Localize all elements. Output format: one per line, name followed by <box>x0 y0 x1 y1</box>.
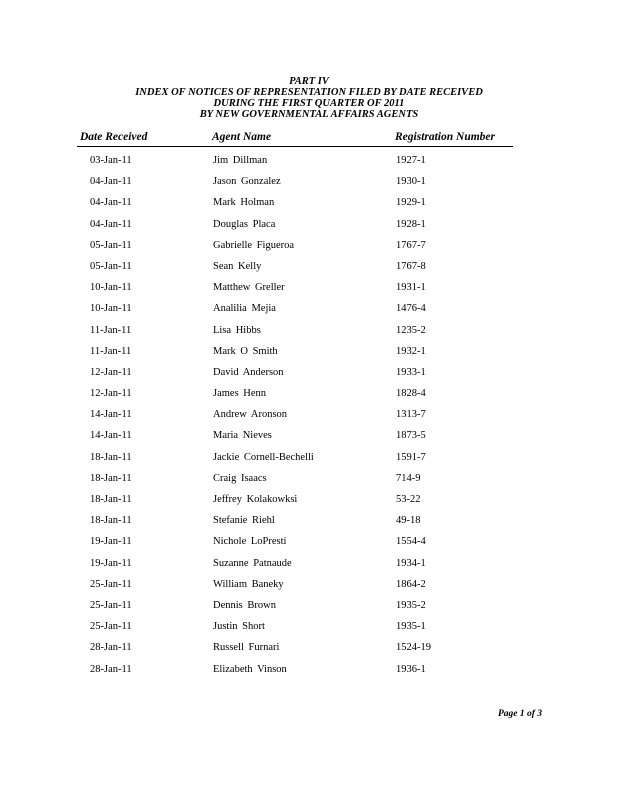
agent-name-cell: Matthew Greller <box>213 282 285 294</box>
table-row <box>0 429 618 450</box>
page-number: Page 1 of 3 <box>497 709 542 719</box>
date-received-cell: 19-Jan-11 <box>90 557 132 569</box>
agent-name-cell: Sean Kelly <box>213 260 262 272</box>
date-received-cell: 10-Jan-11 <box>90 303 132 315</box>
date-received-cell: 14-Jan-11 <box>90 430 132 442</box>
table-row <box>0 175 618 196</box>
table-row <box>0 239 618 260</box>
agent-name-cell: Jeffrey Kolakowksi <box>213 494 298 505</box>
agent-name-cell: Analilia Mejia <box>213 303 276 315</box>
date-received-cell: 25-Jan-11 <box>90 599 132 611</box>
registration-number-cell: 49-18 <box>396 515 421 527</box>
agent-name-cell: David Anderson <box>213 366 284 378</box>
title-index: INDEX OF NOTICES OF REPRESENTATION FILED BY DATE RECEIVED <box>135 87 483 98</box>
date-received-cell: 25-Jan-11 <box>90 578 132 590</box>
agent-name-cell: Craig Isaacs <box>213 472 267 484</box>
registration-number-cell: 1934-1 <box>396 557 426 569</box>
title-part: PART IV <box>289 76 329 87</box>
date-received-cell: 18-Jan-11 <box>90 515 132 527</box>
agent-name-cell: Jim Dillman <box>213 155 268 166</box>
date-received-cell: 25-Jan-11 <box>90 621 132 633</box>
column-header-agent-name: Agent Name <box>212 131 272 143</box>
table-row <box>0 493 618 514</box>
table-row <box>0 514 618 535</box>
title-agents: BY NEW GOVERNMENTAL AFFAIRS AGENTS <box>199 109 419 120</box>
date-received-cell: 05-Jan-11 <box>90 260 132 272</box>
date-received-cell: 04-Jan-11 <box>90 176 132 188</box>
document-title <box>0 76 618 120</box>
registration-number-cell: 1928-1 <box>396 218 426 230</box>
registration-number-cell: 1935-1 <box>396 621 426 633</box>
table-row <box>0 154 618 175</box>
header-rule <box>77 146 513 147</box>
table-row <box>0 620 618 641</box>
table-row <box>0 345 618 366</box>
table-row <box>0 366 618 387</box>
date-received-cell: 04-Jan-11 <box>90 218 132 230</box>
date-received-cell: 28-Jan-11 <box>90 663 132 675</box>
date-received-cell: 12-Jan-11 <box>90 366 132 378</box>
registration-number-cell: 1873-5 <box>396 430 426 442</box>
table-row <box>0 196 618 217</box>
table-row <box>0 387 618 408</box>
table-row <box>0 260 618 281</box>
table-row <box>0 218 618 239</box>
date-received-cell: 18-Jan-11 <box>90 494 132 505</box>
column-header-date-received: Date Received <box>80 131 148 143</box>
table-row <box>0 472 618 493</box>
agent-name-cell: Douglas Placa <box>213 218 276 230</box>
registration-number-cell: 1930-1 <box>396 176 426 188</box>
date-received-cell: 19-Jan-11 <box>90 536 132 548</box>
agent-name-cell: Maria Nieves <box>213 430 272 442</box>
registration-number-cell: 1933-1 <box>396 366 426 378</box>
registration-number-cell: 1929-1 <box>396 197 426 209</box>
agent-name-cell: Mark Holman <box>213 197 275 209</box>
table-row <box>0 535 618 556</box>
agent-name-cell: Jackie Cornell-Bechelli <box>213 451 314 463</box>
date-received-cell: 11-Jan-11 <box>90 345 132 357</box>
table-row <box>0 451 618 472</box>
registration-number-cell: 1591-7 <box>396 451 426 463</box>
agent-name-cell: Russell Furnari <box>213 642 280 654</box>
date-received-cell: 10-Jan-11 <box>90 282 132 294</box>
registration-number-cell: 1554-4 <box>396 536 426 548</box>
table-row <box>0 663 618 684</box>
registration-number-cell: 1828-4 <box>396 388 426 400</box>
table-body <box>0 154 618 684</box>
agent-name-cell: William Baneky <box>213 578 284 590</box>
agent-name-cell: Jason Gonzalez <box>213 176 281 188</box>
table-row <box>0 557 618 578</box>
table-row <box>0 324 618 345</box>
registration-number-cell: 1235-2 <box>396 324 426 336</box>
date-received-cell: 14-Jan-11 <box>90 409 132 421</box>
date-received-cell: 04-Jan-11 <box>90 197 132 209</box>
registration-number-cell: 1313-7 <box>396 409 426 421</box>
agent-name-cell: Dennis Brown <box>213 599 276 611</box>
registration-number-cell: 1927-1 <box>396 155 426 166</box>
date-received-cell: 28-Jan-11 <box>90 642 132 654</box>
agent-name-cell: Mark O Smith <box>213 345 278 357</box>
date-received-cell: 18-Jan-11 <box>90 451 132 463</box>
table-row <box>0 599 618 620</box>
date-received-cell: 11-Jan-11 <box>90 324 132 336</box>
agent-name-cell: Nichole LoPresti <box>213 536 287 548</box>
registration-number-cell: 1476-4 <box>396 303 426 315</box>
registration-number-cell: 714-9 <box>396 472 421 484</box>
registration-number-cell: 1524-19 <box>396 642 431 654</box>
agent-name-cell: Lisa Hibbs <box>213 324 261 336</box>
column-header-registration-number: Registration Number <box>395 131 496 143</box>
date-received-cell: 03-Jan-11 <box>90 155 132 166</box>
registration-number-cell: 1935-2 <box>396 599 426 611</box>
agent-name-cell: James Henn <box>213 388 267 400</box>
table-row <box>0 302 618 323</box>
registration-number-cell: 1767-8 <box>396 260 426 272</box>
agent-name-cell: Gabrielle Figueroa <box>213 239 295 251</box>
registration-number-cell: 1936-1 <box>396 663 426 675</box>
date-received-cell: 12-Jan-11 <box>90 388 132 400</box>
title-quarter: DURING THE FIRST QUARTER OF 2011 <box>213 98 405 109</box>
agent-name-cell: Stefanie Riehl <box>213 515 275 527</box>
table-row <box>0 641 618 662</box>
date-received-cell: 18-Jan-11 <box>90 472 132 484</box>
registration-number-cell: 1864-2 <box>396 578 426 590</box>
registration-number-cell: 1932-1 <box>396 345 426 357</box>
registration-number-cell: 53-22 <box>396 494 421 505</box>
date-received-cell: 05-Jan-11 <box>90 239 132 251</box>
registration-number-cell: 1767-7 <box>396 239 426 251</box>
registration-number-cell: 1931-1 <box>396 282 426 294</box>
table-row <box>0 578 618 599</box>
agent-name-cell: Elizabeth Vinson <box>213 663 287 675</box>
table-row <box>0 408 618 429</box>
agent-name-cell: Suzanne Patnaude <box>213 557 292 569</box>
agent-name-cell: Justin Short <box>213 621 265 633</box>
table-row <box>0 281 618 302</box>
agent-name-cell: Andrew Aronson <box>213 409 288 421</box>
